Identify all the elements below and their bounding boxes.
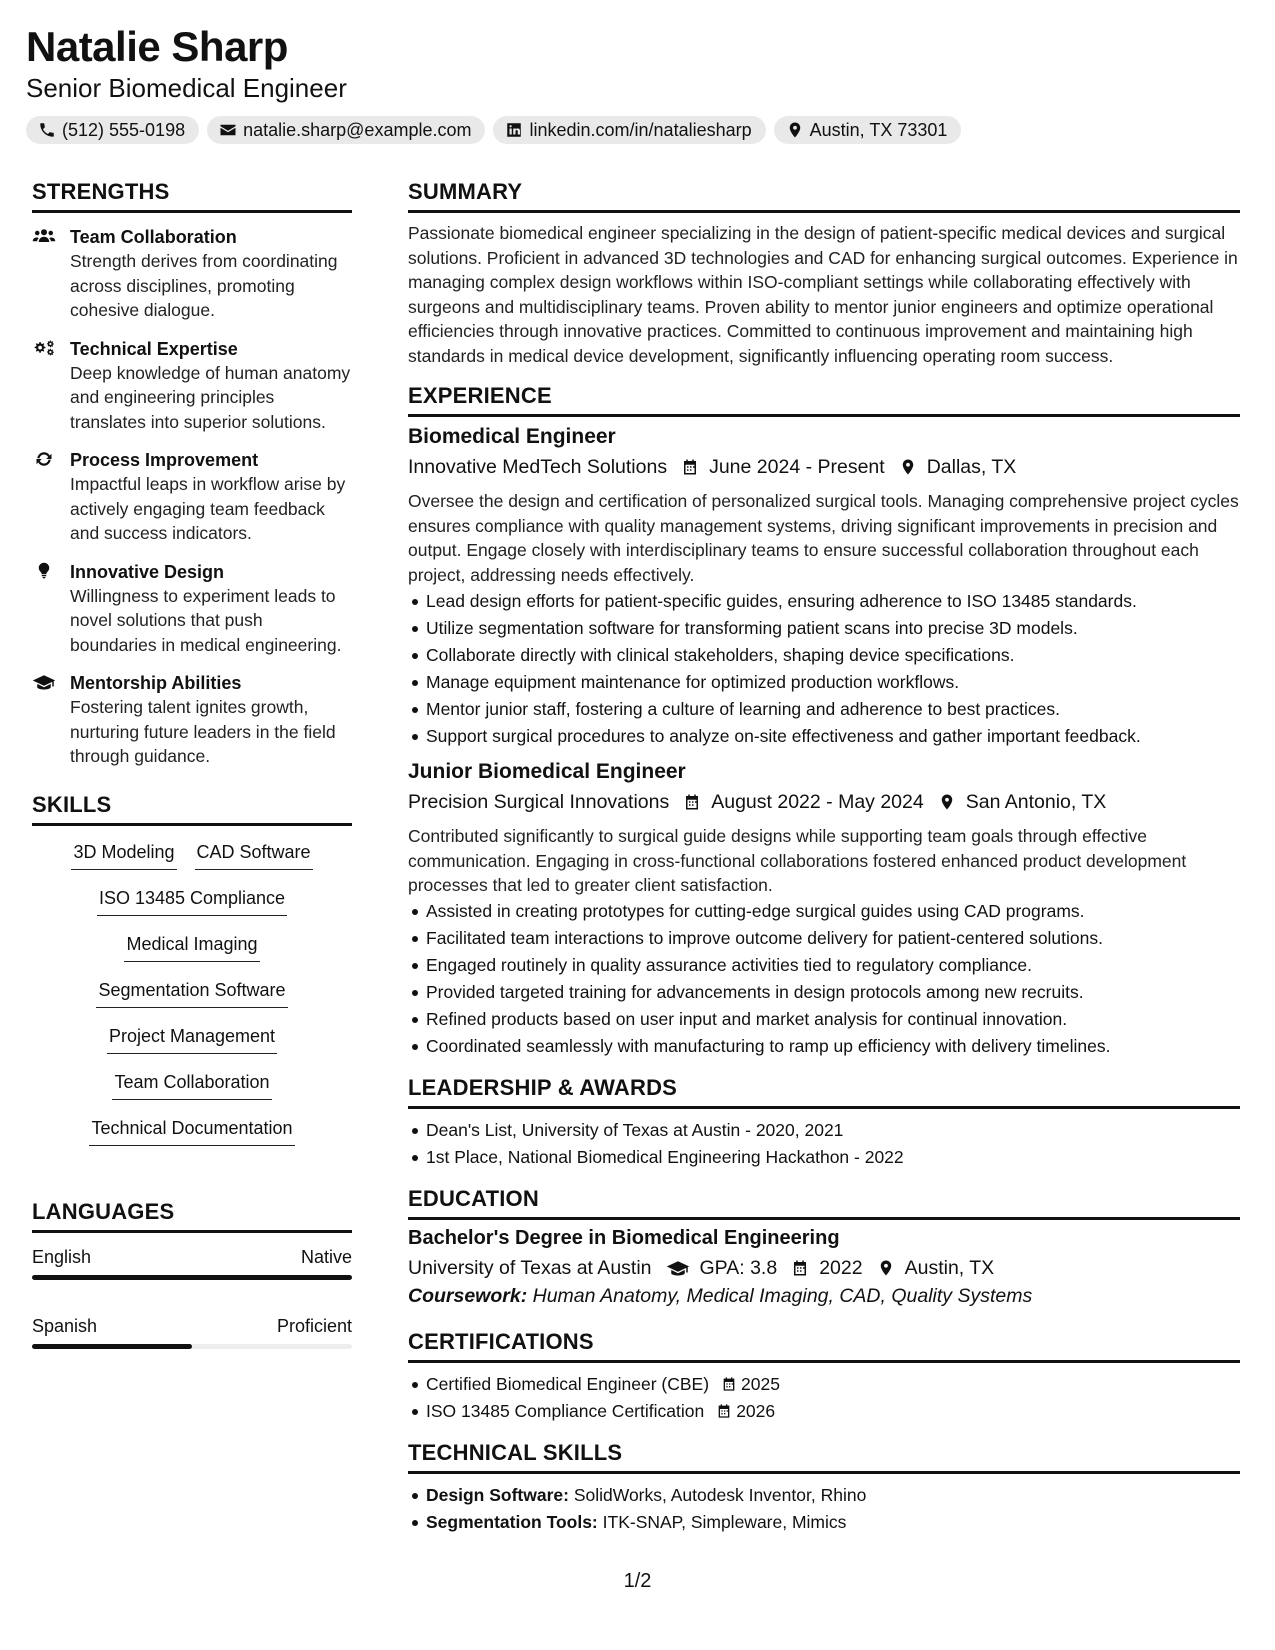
list-item bbox=[426, 1509, 1240, 1536]
coursework-text: Human Anatomy, Medical Imaging, CAD, Quality Systems bbox=[532, 1284, 1033, 1307]
leadership-list bbox=[426, 1117, 1240, 1171]
job-entry bbox=[408, 758, 1240, 1060]
strengths-heading: STRENGTHS bbox=[32, 178, 352, 213]
cert-name: ISO 13485 Compliance Certification bbox=[426, 1400, 705, 1421]
job-title: Biomedical Engineer bbox=[408, 425, 616, 448]
language-item bbox=[32, 1314, 352, 1349]
list-item: Dean's List, University of Texas at Austin - 2020, 2021 bbox=[426, 1117, 1240, 1144]
strength-desc: Deep knowledge of human anatomy and engineering principles translates into superior solutions. bbox=[70, 362, 351, 432]
job-company: Precision Surgical Innovations bbox=[408, 791, 670, 813]
envelope-icon bbox=[219, 121, 237, 139]
list-item: Provided targeted training for advancements in design protocols among new recruits. bbox=[426, 979, 1240, 1006]
contact-linkedin-text: linkedin.com/in/nataliesharp bbox=[529, 119, 752, 140]
contact-bar bbox=[26, 116, 1246, 144]
technical-skills-heading: TECHNICAL SKILLS bbox=[408, 1439, 1240, 1474]
summary-heading: SUMMARY bbox=[408, 178, 1240, 213]
skill-tag: 3D Modeling bbox=[71, 838, 176, 870]
school-name: University of Texas at Austin bbox=[408, 1256, 652, 1279]
contact-location-text: Austin, TX 73301 bbox=[809, 119, 948, 140]
skill-tag: Project Management bbox=[107, 1022, 277, 1054]
list-item: Support surgical procedures to analyze on-site effectiveness and gather important feedback. bbox=[426, 723, 1240, 750]
left-column bbox=[32, 178, 352, 1349]
list-item: Manage equipment maintenance for optimized production workflows. bbox=[426, 669, 1240, 696]
job-location: Dallas, TX bbox=[926, 456, 1017, 478]
summary-text: Passionate biomedical engineer specializing in the design of patient-specific medical devices and surgical solutions. Proficient in advanced 3D technologies and CAD for enhancing surgical outcomes. Experience in managing complex design workflows within ISO-compliant settings while collaborating effectively with surgeons and multidisciplinary teams. Proven ability to mentor junior engineers and optimize operational efficiencies through innovative practices. Committed to continuous improvement and maintaining high standards in medical device development, significantly influencing operating room success. bbox=[408, 223, 1238, 366]
map-pin-icon bbox=[877, 1258, 895, 1278]
language-proficiency-fill bbox=[32, 1344, 192, 1349]
graduation-cap-icon bbox=[32, 673, 56, 691]
skill-tag: Team Collaboration bbox=[112, 1068, 271, 1100]
tech-skill-value: ITK-SNAP, Simpleware, Mimics bbox=[602, 1511, 847, 1532]
job-company: Innovative MedTech Solutions bbox=[408, 456, 668, 478]
strength-title: Technical Expertise bbox=[70, 338, 238, 359]
calendar-icon bbox=[721, 1375, 737, 1393]
map-pin-icon bbox=[938, 792, 956, 812]
job-location: San Antonio, TX bbox=[965, 791, 1107, 813]
users-icon bbox=[32, 227, 56, 245]
skill-tag: Technical Documentation bbox=[89, 1114, 294, 1146]
coursework-label: Coursework: bbox=[408, 1284, 528, 1307]
graduation-year: 2022 bbox=[819, 1256, 863, 1279]
calendar-icon bbox=[791, 1258, 809, 1278]
certifications-heading: CERTIFICATIONS bbox=[408, 1328, 1240, 1363]
education-meta bbox=[408, 1254, 1240, 1282]
contact-location bbox=[774, 116, 962, 144]
coursework bbox=[408, 1282, 1240, 1310]
skill-tag: Segmentation Software bbox=[96, 976, 287, 1008]
job-dates: August 2022 - May 2024 bbox=[711, 791, 924, 813]
sync-icon bbox=[32, 450, 56, 468]
job-meta bbox=[408, 453, 1240, 481]
graduation-cap-icon bbox=[666, 1258, 690, 1278]
skills-heading: SKILLS bbox=[32, 791, 352, 826]
gpa: GPA: 3.8 bbox=[699, 1256, 778, 1279]
language-name: English bbox=[32, 1246, 92, 1267]
list-item: Engaged routinely in quality assurance activities tied to regulatory compliance. bbox=[426, 952, 1240, 979]
strength-item bbox=[32, 671, 352, 769]
strength-title: Innovative Design bbox=[70, 561, 225, 582]
strength-title: Process Improvement bbox=[70, 450, 259, 470]
cert-name: Certified Biomedical Engineer (CBE) bbox=[426, 1373, 710, 1394]
skill-tag: CAD Software bbox=[195, 838, 313, 870]
map-pin-icon bbox=[899, 457, 917, 477]
job-entry bbox=[408, 423, 1240, 750]
strength-desc: Impactful leaps in workflow arise by actively engaging team feedback and success indicators. bbox=[70, 474, 346, 543]
job-description: Oversee the design and certification of personalized surgical tools. Managing comprehensive project cycles ensures compliance with quality management systems, driving significant improvements in precision and output. Engage closely with interdisciplinary teams to ensure successful collaboration throughout each project, addressing needs effectively. bbox=[408, 491, 1239, 585]
certifications-list bbox=[426, 1371, 1240, 1425]
lightbulb-icon bbox=[32, 562, 56, 580]
contact-phone[interactable] bbox=[26, 116, 199, 144]
education-entry bbox=[408, 1224, 1240, 1310]
strength-item bbox=[32, 225, 352, 323]
calendar-icon bbox=[683, 792, 701, 812]
strength-item bbox=[32, 448, 352, 546]
list-item: 1st Place, National Biomedical Engineering Hackathon - 2022 bbox=[426, 1144, 1240, 1171]
strength-title: Team Collaboration bbox=[70, 227, 237, 247]
strength-desc: Fostering talent ignites growth, nurturing future leaders in the field through guidance. bbox=[70, 697, 336, 766]
strength-desc: Strength derives from coordinating across disciplines, promoting cohesive dialogue. bbox=[70, 251, 338, 320]
tech-skill-label: Design Software: bbox=[426, 1484, 569, 1505]
skills-list bbox=[32, 838, 352, 1160]
strength-item bbox=[32, 337, 352, 435]
right-column bbox=[408, 178, 1240, 1536]
linkedin-icon bbox=[505, 121, 523, 139]
technical-skills-list bbox=[426, 1482, 1240, 1536]
calendar-icon bbox=[716, 1402, 732, 1420]
list-item: Lead design efforts for patient-specific guides, ensuring adherence to ISO 13485 standards. bbox=[426, 588, 1240, 615]
map-pin-icon bbox=[786, 121, 804, 139]
language-proficiency-bar bbox=[32, 1344, 352, 1349]
skill-tag: ISO 13485 Compliance bbox=[97, 884, 287, 916]
list-item: Utilize segmentation software for transforming patient scans into precise 3D models. bbox=[426, 615, 1240, 642]
language-level: Native bbox=[300, 1246, 352, 1267]
language-level: Proficient bbox=[276, 1315, 352, 1336]
list-item bbox=[426, 1482, 1240, 1509]
education-location: Austin, TX bbox=[904, 1256, 995, 1279]
calendar-icon bbox=[681, 457, 699, 477]
phone-icon bbox=[38, 121, 56, 139]
job-bullets bbox=[426, 898, 1240, 1060]
page-number: 1/2 bbox=[623, 1570, 652, 1592]
tech-skill-value: SolidWorks, Autodesk Inventor, Rhino bbox=[573, 1484, 867, 1505]
cert-year: 2025 bbox=[741, 1373, 780, 1394]
list-item bbox=[426, 1398, 1240, 1425]
resume-header bbox=[26, 22, 1246, 144]
languages-heading: LANGUAGES bbox=[32, 1198, 352, 1233]
language-proficiency-bar bbox=[32, 1275, 352, 1280]
contact-email-text: natalie.sharp@example.com bbox=[243, 119, 472, 140]
experience-heading: EXPERIENCE bbox=[408, 382, 1240, 417]
strength-item bbox=[32, 560, 352, 658]
leadership-heading: LEADERSHIP & AWARDS bbox=[408, 1074, 1240, 1109]
contact-email[interactable] bbox=[207, 116, 485, 144]
education-heading: EDUCATION bbox=[408, 1185, 1240, 1220]
strength-title: Mentorship Abilities bbox=[70, 673, 242, 693]
list-item: Assisted in creating prototypes for cutting-edge surgical guides using CAD programs. bbox=[426, 898, 1240, 925]
job-description: Contributed significantly to surgical guide designs while supporting team goals through effective communication. Engaging in cross-functional collaborations fostered enhanced product development processes that led to greater client satisfaction. bbox=[408, 826, 1187, 895]
gears-icon bbox=[32, 339, 56, 357]
language-name: Spanish bbox=[32, 1315, 98, 1336]
list-item: Coordinated seamlessly with manufacturing to ramp up efficiency with delivery timelines. bbox=[426, 1033, 1240, 1060]
candidate-title: Senior Biomedical Engineer bbox=[26, 73, 347, 103]
skill-tag: Medical Imaging bbox=[124, 930, 259, 962]
list-item: Collaborate directly with clinical stakeholders, shaping device specifications. bbox=[426, 642, 1240, 669]
strength-desc: Willingness to experiment leads to novel solutions that push boundaries in medical engineering. bbox=[70, 585, 342, 655]
language-proficiency-fill bbox=[32, 1275, 352, 1280]
job-title: Junior Biomedical Engineer bbox=[408, 760, 686, 783]
degree-title: Bachelor's Degree in Biomedical Engineering bbox=[408, 1226, 840, 1249]
contact-linkedin[interactable] bbox=[493, 116, 765, 144]
language-item bbox=[32, 1245, 352, 1280]
tech-skill-label: Segmentation Tools: bbox=[426, 1511, 598, 1532]
list-item: Mentor junior staff, fostering a culture of learning and adherence to best practices. bbox=[426, 696, 1240, 723]
list-item bbox=[426, 1371, 1240, 1398]
job-dates: June 2024 - Present bbox=[709, 456, 885, 478]
contact-phone-text: (512) 555-0198 bbox=[62, 119, 186, 140]
job-bullets bbox=[426, 588, 1240, 750]
list-item: Facilitated team interactions to improve outcome delivery for patient-centered solutions. bbox=[426, 925, 1240, 952]
list-item: Refined products based on user input and market analysis for continual innovation. bbox=[426, 1006, 1240, 1033]
job-meta bbox=[408, 788, 1240, 816]
cert-year: 2026 bbox=[736, 1400, 776, 1421]
candidate-name: Natalie Sharp bbox=[26, 23, 288, 70]
